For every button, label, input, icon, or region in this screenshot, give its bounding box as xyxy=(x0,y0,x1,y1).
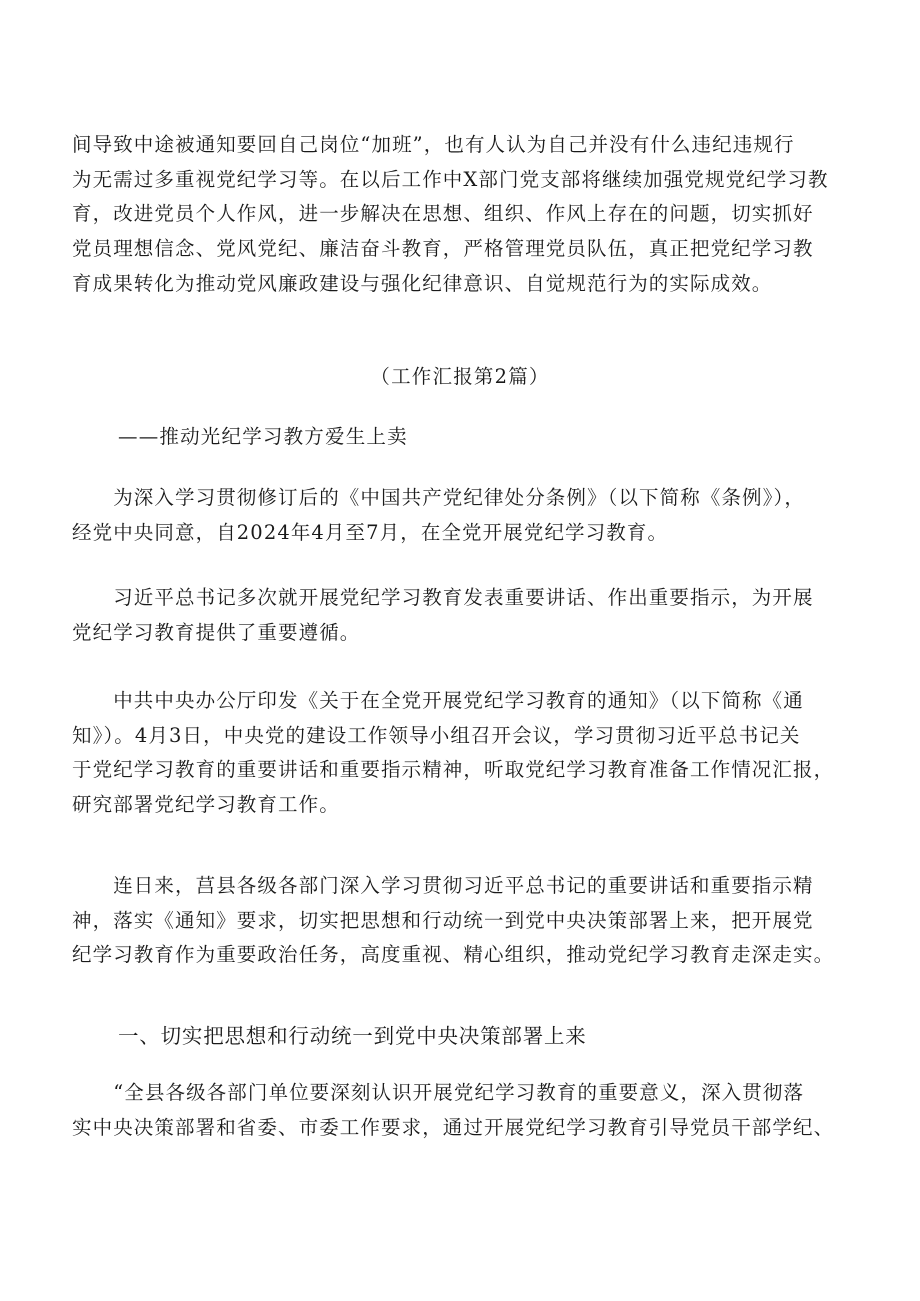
text-line: 党纪学习教育提供了重要遵循。 xyxy=(72,620,361,644)
paragraph-5 xyxy=(72,869,862,973)
text-line: 知》）。4月3日，中央党的建设工作领导小组召开会议，学习贯彻习近平总书记关 xyxy=(72,723,801,747)
text-line: 育成果转化为推动党风廉政建设与强化纪律意识、自觉规范行为的实际成效。 xyxy=(72,271,773,295)
section-title: （工作汇报第2篇） xyxy=(370,365,550,388)
paragraph-4 xyxy=(72,684,862,823)
text-line: 中共中央办公厅印发《关于在全党开展党纪学习教育的通知》（以下简称《通 xyxy=(72,689,804,712)
paragraph-2 xyxy=(72,481,862,550)
paragraph-6 xyxy=(72,1076,862,1145)
text-line: 为无需过多重视党纪学习等。在以后工作中X部门党支部将继续加强党规党纪学习教 xyxy=(72,167,829,191)
text-line: 实中央决策部署和省委、市委工作要求，通过开展党纪学习教育引导党员干部学纪、 xyxy=(72,1115,835,1139)
text-line: 研究部署党纪学习教育工作。 xyxy=(72,793,340,817)
section-heading: 一、切实把思想和行动统一到党中央决策部署上来 xyxy=(118,1024,587,1048)
text-line: 经党中央同意，自2024年4月至7月，在全党开展党纪学习教育。 xyxy=(72,520,669,544)
text-line: 神，落实《通知》要求，切实把思想和行动统一到党中央决策部署上来，把开展党 xyxy=(72,908,814,932)
text-line: “全县各级各部门单位要深刻认识开展党纪学习教育的重要意义，深入贯彻落 xyxy=(72,1081,805,1104)
text-line: 党员理想信念、党风党纪、廉洁奋斗教育，严格管理党员队伍，真正把党纪学习教 xyxy=(72,237,814,261)
paragraph-1 xyxy=(72,128,862,301)
text-line: 连日来，莒县各级各部门深入学习贯彻习近平总书记的重要讲话和重要指示精 xyxy=(72,874,814,897)
subtitle: ——推动光纪学习教方爱生上卖 xyxy=(118,425,408,448)
text-line: 于党纪学习教育的重要讲话和重要指示精神，听取党纪学习教育准备工作情况汇报， xyxy=(72,758,835,782)
text-line: 间导致中途被通知要回自己岗位“加班”，也有人认为自己并没有什么违纪违规行 xyxy=(72,133,795,156)
paragraph-3 xyxy=(72,581,862,650)
text-line: 习近平总书记多次就开展党纪学习教育发表重要讲话、作出重要指示，为开展 xyxy=(72,586,814,609)
text-line: 为深入学习贯彻修订后的《中国共产党纪律处分条例》（以下简称《条例》）， xyxy=(72,486,805,509)
text-line: 育，改进党员个人作风，进一步解决在思想、组织、作风上存在的问题，切实抓好 xyxy=(72,202,814,226)
text-line: 纪学习教育作为重要政治任务，高度重视、精心组织，推动党纪学习教育走深走实。 xyxy=(72,943,835,967)
